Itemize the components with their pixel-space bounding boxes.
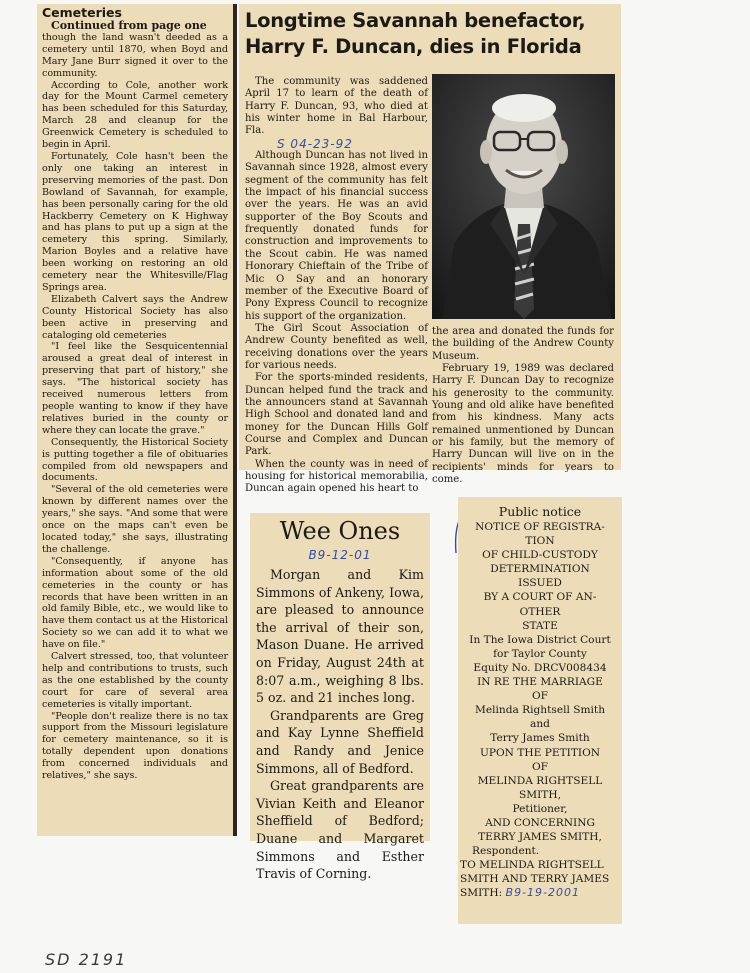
duncan-paragraph: When the county was in need of housing for historical memorabilia, Duncan again opened his heart to	[245, 458, 428, 495]
wee-ones-paragraph: Morgan and Kim Simmons of Ankeny, Iowa, are pleased to announce the arrival of their son, Mason Duane. He arrived on Friday, August 24th at 8:07 a.m., weighing 8 lbs. 5 oz. and 21 inches long.	[256, 567, 424, 706]
notice-line: OTHER	[519, 605, 561, 618]
cemeteries-paragraph: "I feel like the Sesquicentennial aroused a great deal of interest in preserving that part of history," she says. "The historical society has received numerous letters from people wanting to know if they have relatives buried in the county or where they can locate the grave."	[42, 341, 228, 436]
notice-closing: SMITH AND TERRY JAMES	[460, 873, 610, 886]
cemeteries-paragraph: though the land wasn't deeded as a cemetery until 1870, when Boyd and Mary Jane Burr signed it over to the community.	[42, 31, 228, 79]
notice-line: OF	[531, 760, 549, 773]
cemeteries-paragraph: According to Cole, another work day for the Mount Carmel cemetery has been scheduled for this Saturday, March 28 and cleanup for the Greenwick Cemetery is scheduled to begin in April.	[42, 79, 228, 151]
notice-line: Respondent.	[472, 845, 540, 858]
notice-line: for Taylor County	[493, 647, 587, 660]
cemeteries-paragraph: Fortunately, Cole hasn't been the only one taking an interest in preserving memories of the past. Don Bowland of Savannah, for example, has been personally caring for the old Hackberry Cemetery on K Highway and has plans to put up a sign at the cemetery this spring. Similarly, Marion Boyles and a relative have been working on restoring an old cemetery near the Whitesville/Flag Springs area.	[42, 150, 228, 293]
headline-line: Harry F. Duncan, dies in Florida	[245, 35, 582, 58]
handwritten-date: B9-12-01	[308, 548, 372, 562]
notice-line: DETERMINATION	[490, 563, 590, 576]
notice-line: UPON THE PETITION	[479, 746, 601, 759]
duncan-paragraph: Although Duncan has not lived in Savannah since 1928, almost every segment of the community has felt the impact of his financial success over the years. He was an avid supporter of the Boy Scouts and frequently donated funds for construction and improvements to the Scout cabin. He was named Honorary Chieftain of the Tribe of Mic O Say and an honorary member of the Executive Board of Pony Express Council to recognize his support of the organization.	[245, 150, 428, 322]
notice-line: TERRY JAMES SMITH,	[478, 831, 602, 844]
notice-title: Public notice	[498, 504, 582, 519]
notice-line: OF CHILD-CUSTODY	[482, 549, 598, 562]
wee-ones-paragraph: Grandparents are Greg and Kay Lynne Sheffield and Randy and Jenice Simmons, all of Bedford.	[256, 707, 424, 776]
handwritten-date: B9-19-2001	[505, 886, 581, 900]
cemeteries-paragraph: Consequently, the Historical Society is putting together a file of obituaries compiled from old newspapers and documents.	[42, 436, 228, 484]
notice-line: In The Iowa District Court	[469, 633, 611, 646]
notice-line: Equity No. DRCV008434	[473, 661, 607, 674]
notice-line: STATE	[522, 619, 558, 632]
duncan-paragraph: The community was saddened April 17 to learn of the death of Harry F. Duncan, 93, who died at his winter home in Bal Harbour, Fla.	[245, 76, 428, 137]
notice-line: Terry James Smith	[490, 732, 590, 745]
duncan-paragraph: February 19, 1989 was declared Harry F. Duncan Day to recognize his generosity to the community. Young and old alike have benefited from his kindness. Many acts remained unmentioned by Duncan or his family, but the memory of Harry Duncan will live on in the recipients' minds for years to come.	[432, 363, 614, 486]
duncan-paragraph: The Girl Scout Association of Andrew County benefited as well, receiving donations over the years for various needs.	[245, 322, 428, 371]
wee-ones-title: Wee Ones	[279, 517, 401, 545]
notice-line: MELINDA RIGHTSELL	[477, 774, 603, 787]
cemeteries-paragraph: Continued from page one	[51, 19, 207, 32]
handwritten-date: S 04-23-92	[277, 136, 353, 151]
cemeteries-heading: Cemeteries	[42, 5, 122, 20]
notice-line: IN RE THE MARRIAGE	[477, 676, 603, 689]
notice-line: BY A COURT OF AN-	[483, 591, 597, 604]
cemeteries-paragraph: "Consequently, if anyone has information about some of the old cemeteries in the county or has records that have been written in an old family Bible, etc., we would like to have them contact us at the Historical Society so we can add it to what we have on file."	[42, 555, 228, 651]
duncan-right-column	[432, 326, 614, 486]
duncan-left-column	[245, 76, 428, 496]
wee-ones-clipping	[250, 513, 430, 882]
notice-line: AND CONCERNING	[485, 816, 595, 829]
duncan-paragraph: For the sports-minded residents, Duncan helped fund the track and the announcers stand at Savannah High School and donated land and money for the Duncan Hills Golf Course and Complex and Duncan Park.	[245, 372, 428, 458]
duncan-paragraph: the area and donated the funds for the building of the Andrew County Museum.	[432, 326, 614, 362]
notice-line: ISSUED	[518, 577, 562, 590]
notice-line: NOTICE OF REGISTRA-	[475, 521, 605, 533]
notice-line: TION	[525, 535, 555, 548]
duncan-headline	[245, 8, 617, 60]
cemeteries-clipping	[37, 4, 237, 836]
notice-closing-row	[458, 886, 622, 900]
wee-ones-paragraph: Great grandparents are Vivian Keith and Eleanor Sheffield of Bedford; Duane and Margaret Simmons and Esther Travis of Corning.	[256, 778, 424, 882]
cemeteries-paragraph: "Several of the old cemeteries were known by different names over the years," she says. "And some that were once on the maps can't even be located today," she says, illustrating the challenge.	[42, 484, 228, 555]
notice-line: OF	[531, 690, 549, 703]
cemeteries-paragraph: Calvert stressed, too, that volunteer help and contributions to trusts, such as the one established by the county court for care of several area cemeteries is vitally important.	[42, 651, 228, 710]
handwritten-id: SD 2191	[45, 950, 128, 969]
notice-closing: SMITH:	[460, 887, 503, 900]
cemeteries-paragraph: Elizabeth Calvert says the Andrew County Historical Society has also been active in preserving and cataloging old cemeteries	[42, 293, 228, 341]
headline-line: Longtime Savannah benefactor,	[245, 9, 586, 32]
notice-line: Melinda Rightsell Smith	[474, 704, 606, 717]
notice-line: and	[530, 718, 550, 731]
duncan-portrait-photo	[432, 74, 615, 319]
notice-closing: TO MELINDA RIGHTSELL	[460, 859, 604, 872]
public-notice-clipping	[458, 497, 622, 924]
duncan-clipping	[239, 4, 621, 495]
notice-line: SMITH,	[519, 788, 561, 801]
cemeteries-paragraph: "People don't realize there is no tax support from the Missouri legislature for cemetery maintenance, so it is totally dependent upon donations from concerned individuals and relatives," she says.	[42, 710, 228, 782]
notice-line: Petitioner,	[512, 802, 568, 815]
